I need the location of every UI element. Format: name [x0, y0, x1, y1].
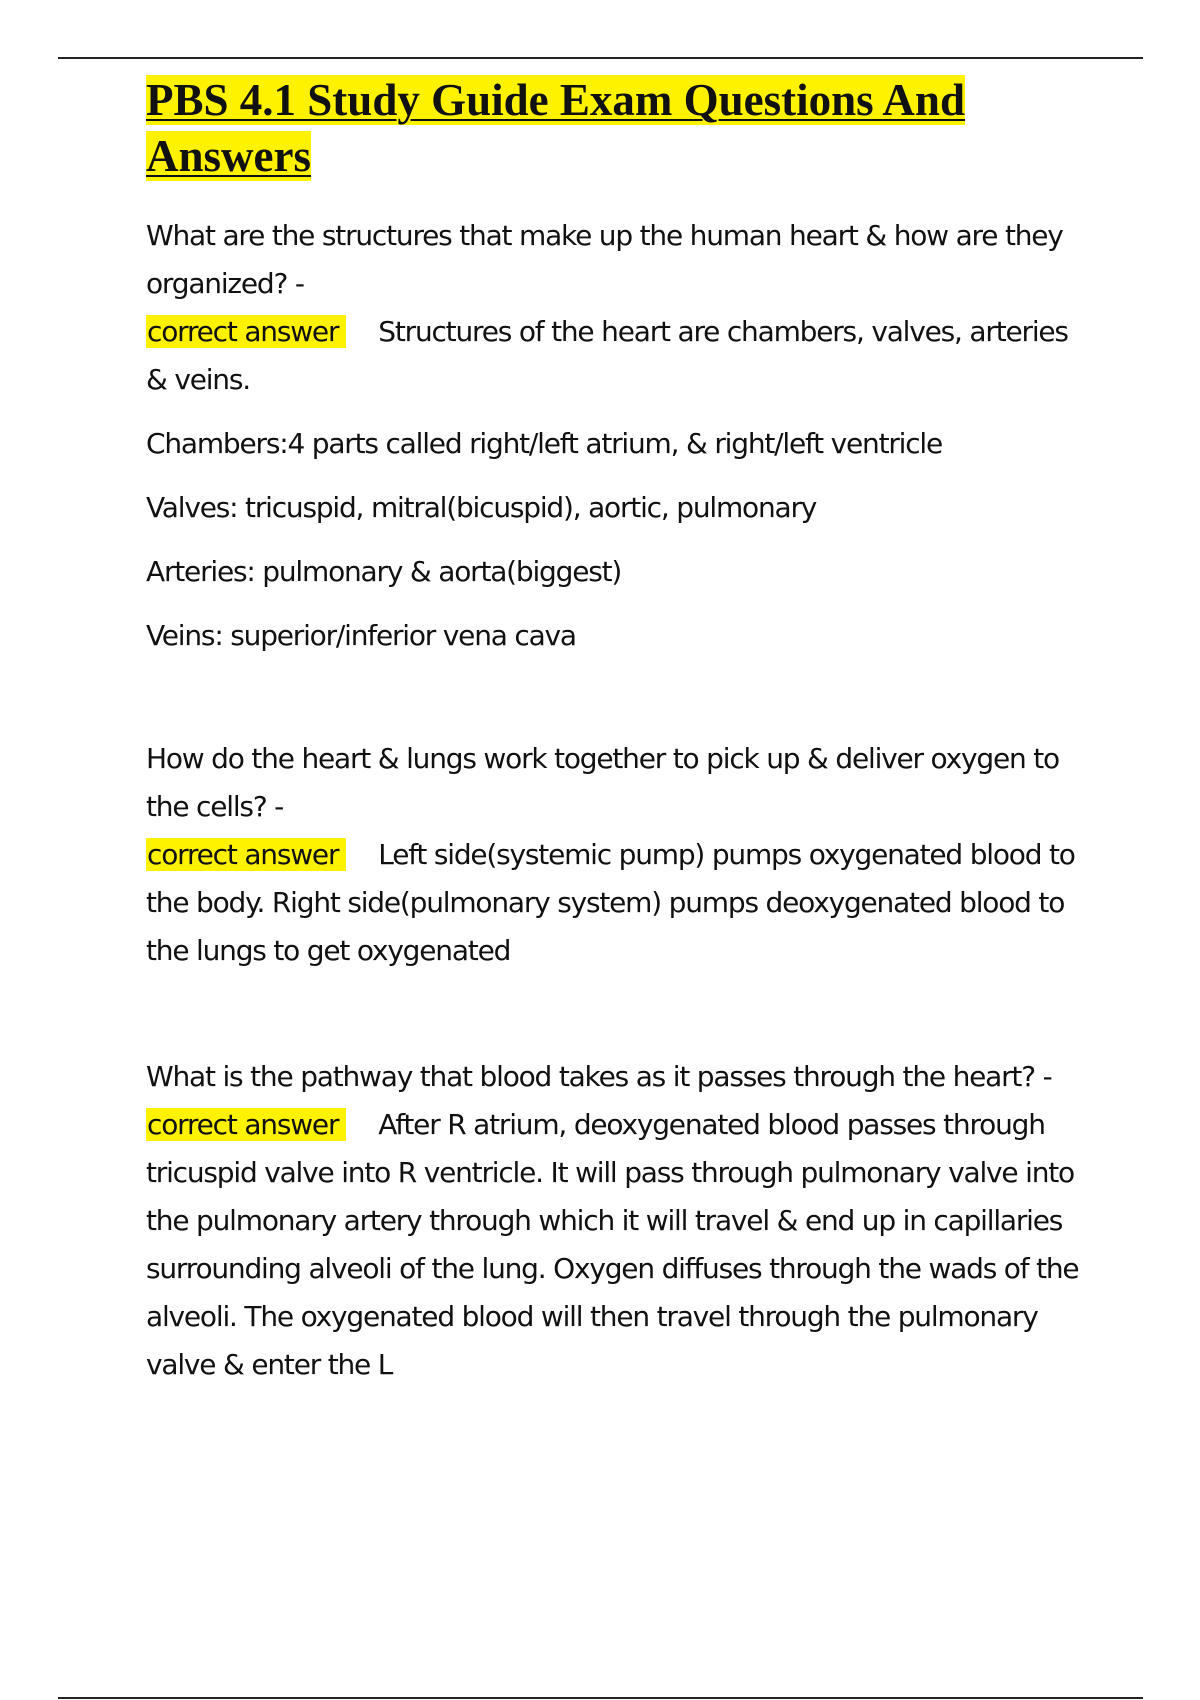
qa-item-1	[146, 212, 1086, 660]
answer-1-text: Structures of the heart are chambers, valves, arteries & veins.	[146, 315, 1068, 396]
question-3: What is the pathway that blood takes as it passes through the heart? -	[146, 1060, 1052, 1093]
correct-answer-label: correct answer	[146, 838, 346, 871]
answer-2	[146, 831, 1086, 975]
document-title-text: PBS 4.1 Study Guide Exam Questions And Answers	[146, 75, 965, 181]
answer-1	[146, 308, 1086, 404]
top-rule	[58, 57, 1143, 59]
answer-3	[146, 1101, 1086, 1389]
answer-3-text: After R atrium, deoxygenated blood passes through tricuspid valve into R ventricle. It will pass through pulmonary valve into the pulmonary artery through which it will travel & end up in capillaries surrounding alveoli of the lung. Oxygen diffuses through the wads of the alveoli. The oxygenated blood will then travel through the pulmonary valve & enter the L	[146, 1108, 1079, 1381]
spacer	[146, 660, 1086, 735]
document-page	[146, 72, 1086, 1389]
question-2: How do the heart & lungs work together to pick up & deliver oxygen to the cells? -	[146, 742, 1059, 823]
detail-valves: Valves: tricuspid, mitral(bicuspid), aortic, pulmonary	[146, 491, 817, 524]
correct-answer-label: correct answer	[146, 315, 346, 348]
correct-answer-label: correct answer	[146, 1108, 346, 1141]
detail-chambers: Chambers:4 parts called right/left atrium, & right/left ventricle	[146, 427, 943, 460]
detail-veins: Veins: superior/inferior vena cava	[146, 619, 576, 652]
question-1: What are the structures that make up the human heart & how are they organized? -	[146, 219, 1063, 300]
bottom-rule	[58, 1697, 1143, 1699]
qa-item-3	[146, 1053, 1086, 1389]
document-title	[146, 72, 1086, 184]
spacer	[146, 975, 1086, 1053]
answer-2-text: Left side(systemic pump) pumps oxygenated blood to the body. Right side(pulmonary system) pumps deoxygenated blood to the lungs to get oxygenated	[146, 838, 1075, 967]
qa-item-2	[146, 735, 1086, 975]
detail-arteries: Arteries: pulmonary & aorta(biggest)	[146, 555, 622, 588]
